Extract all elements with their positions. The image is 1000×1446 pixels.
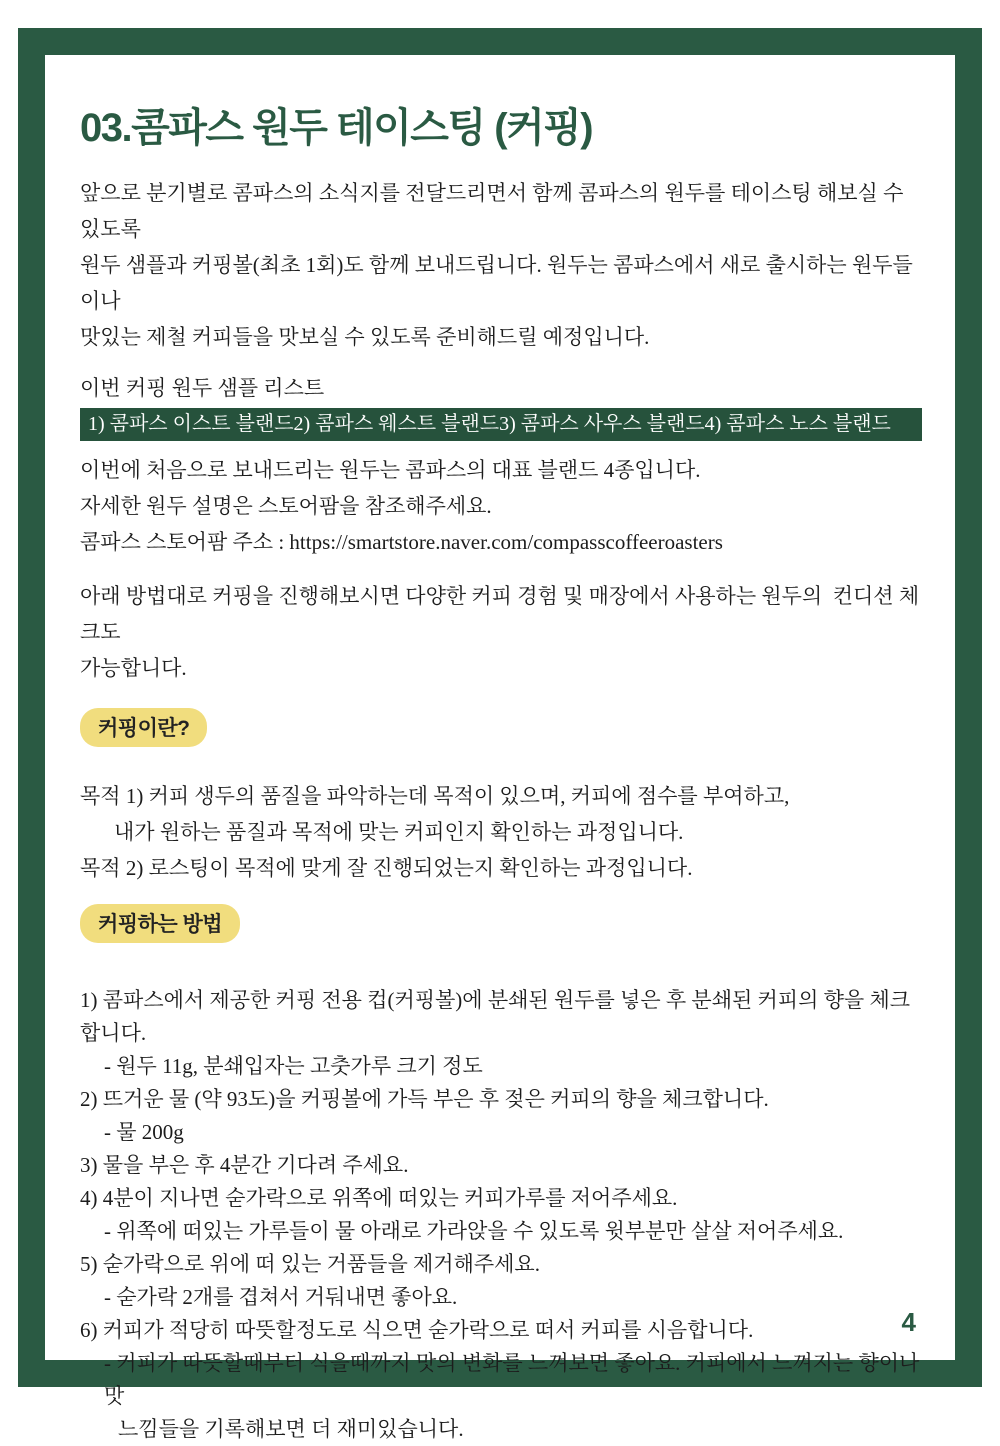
definition-line: 목적 1) 커피 생두의 품질을 파악하는데 목적이 있으며, 커피에 점수를 부여하고, [80,784,790,808]
intro-line: 앞으로 분기별로 콤파스의 소식지를 전달드리면서 함께 콤파스의 원두를 테이스팅 해보실 수 있도록 [80,181,909,241]
sample-blend-item: 1) 콤파스 이스트 블랜드 [88,413,294,435]
sample-list-heading-text: 이번 커핑 원두 샘플 리스트 [80,376,325,400]
section-label-row [80,708,922,742]
step-line: 3) 물을 부은 후 4분간 기다려 주세요. [80,1153,409,1177]
intro-paragraph [80,175,922,355]
cupping-method-label: 커핑하는 방법 [80,904,240,943]
step-line: 5) 숟가락으로 위에 떠 있는 거품들을 제거해주세요. [80,1252,540,1276]
step-line: 4) 4분이 지나면 숟가락으로 위쪽에 떠있는 커피가루를 저어주세요. [80,1186,678,1210]
sample-note-paragraph [80,452,922,560]
step-line: 6) 커피가 적당히 따뜻할정도로 식으면 숟가락으로 떠서 커피를 시음합니다. [80,1318,754,1342]
sample-list-bar [80,408,922,441]
step-line: 1) 콤파스에서 제공한 커핑 전용 컵(커핑볼)에 분쇄된 원두를 넣은 후 분쇄된 커피의 향을 체크합니다. [80,988,911,1045]
definition-line: 목적 2) 로스팅이 목적에 맞게 잘 진행되었는지 확인하는 과정입니다. [80,856,693,880]
benefit-paragraph [80,578,922,686]
page-number: 4 [901,1307,916,1337]
cupping-steps-list [80,984,925,1446]
section-label-row [80,904,922,938]
storefarm-url-line[interactable]: 콤파스 스토어팜 주소 : https://smartstore.naver.com/compasscoffeeroasters [80,530,723,554]
what-is-cupping-label: 커핑이란? [80,708,207,747]
sample-note-line: 자세한 원두 설명은 스토어팜을 참조해주세요. [80,494,492,518]
benefit-line: 아래 방법대로 커핑을 진행해보시면 다양한 커피 경험 및 매장에서 사용하는 원두의 컨디션 체크도 [80,584,920,644]
step-subline: - 원두 11g, 분쇄입자는 고춧가루 크기 정도 [104,1054,483,1078]
definition-line: 내가 원하는 품질과 목적에 맞는 커피인지 확인하는 과정입니다. [114,820,684,844]
intro-line: 맛있는 제철 커피들을 맛보실 수 있도록 준비해드릴 예정입니다. [80,325,650,349]
step-subline: - 숟가락 2개를 겹쳐서 거둬내면 좋아요. [104,1285,458,1309]
sample-list-heading [80,370,922,406]
benefit-line: 가능합니다. [80,656,187,680]
page-title: 03.콤파스 원두 테이스팅 (커핑) [80,106,593,150]
step-subline: - 물 200g [104,1120,184,1144]
intro-line: 원두 샘플과 커핑볼(최초 1회)도 함께 보내드립니다. 원두는 콤파스에서 새로 출시하는 원두들이나 [80,253,913,313]
step-subline-continuation: 느낌들을 기록해보면 더 재미있습니다. [118,1417,464,1441]
sample-blend-item: 2) 콤파스 웨스트 블랜드 [293,413,500,435]
sample-note-line: 이번에 처음으로 보내드리는 원두는 콤파스의 대표 블랜드 4종입니다. [80,458,701,482]
step-subline: - 커피가 따뜻할때부터 식을때까지 맛의 변화를 느껴보면 좋아요. 커피에서 느껴지는 향이나 맛 [104,1351,925,1408]
sample-blend-item: 4) 콤파스 노스 블랜드 [704,413,891,435]
step-subline: - 위쪽에 떠있는 가루들이 물 아래로 가라앉을 수 있도록 윗부분만 살살 저어주세요. [104,1219,844,1243]
page-content [80,55,925,1446]
cupping-definition-paragraph [80,778,922,886]
step-line: 2) 뜨거운 물 (약 93도)을 커핑볼에 가득 부은 후 젖은 커피의 향을 체크합니다. [80,1087,769,1111]
sample-blend-item: 3) 콤파스 사우스 블랜드 [499,413,705,435]
